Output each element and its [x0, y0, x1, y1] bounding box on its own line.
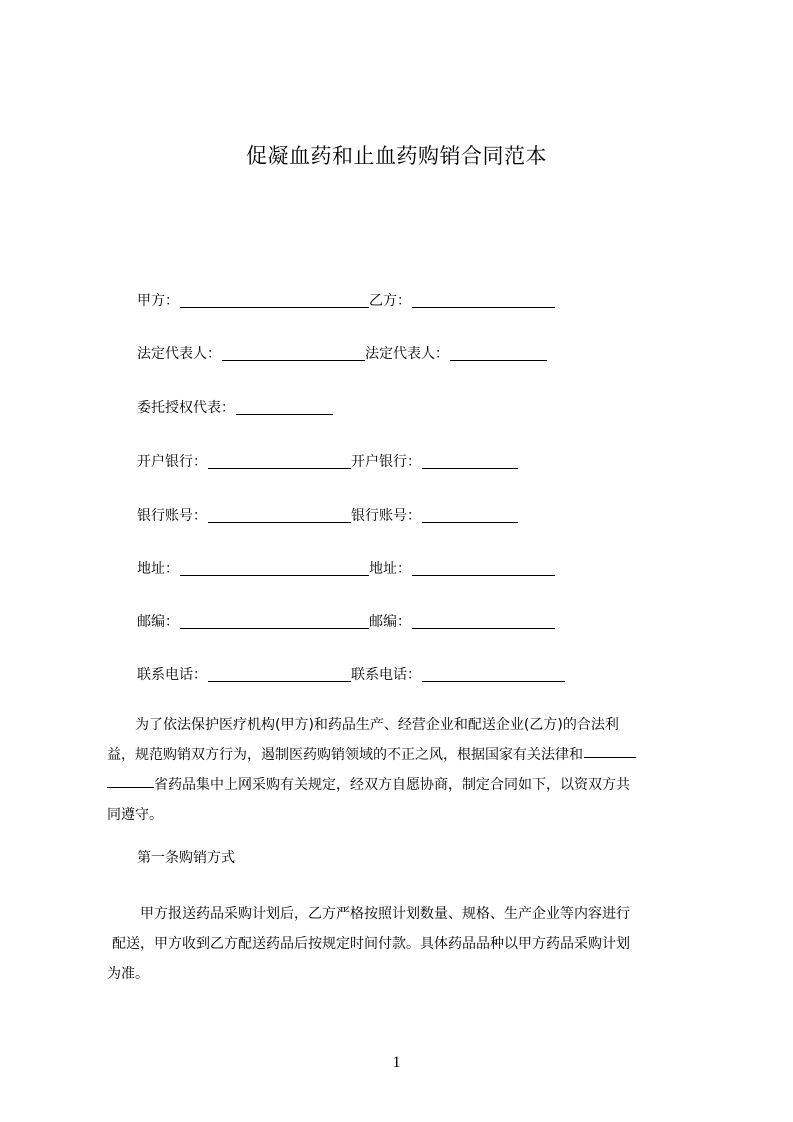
- authorized-rep-field: [236, 397, 333, 415]
- article-1-heading: 第一条购销方式: [137, 850, 235, 866]
- bank-a-field: [208, 451, 351, 469]
- preamble-line-3-text: 省药品集中上网采购有关规定，经双方自愿协商，制定合同如下，以资双方共: [154, 777, 630, 793]
- party-row: [137, 290, 555, 312]
- preamble-line: [107, 710, 701, 740]
- article-1-paragraph: [107, 899, 701, 989]
- bank-a-label: 开户银行：: [137, 454, 207, 470]
- bank-b-label: 开户银行：: [351, 454, 421, 470]
- article-1-line: [107, 959, 701, 989]
- account-b-field: [422, 505, 518, 523]
- postcode-a-field: [180, 611, 369, 629]
- legal-rep-b-label: 法定代表人：: [365, 346, 449, 362]
- article-1-line-1-text: 甲方报送药品采购计划后，乙方严格按照计划数量、规格、生产企业等内容进行: [140, 906, 630, 922]
- preamble-line-1-text: 为了依法保护医疗机构(甲方)和药品生产、经营企业和配送企业(乙方)的合法利: [135, 717, 619, 733]
- article-1-line: [107, 929, 701, 959]
- phone-a-field: [208, 664, 351, 682]
- address-a-field: [180, 558, 369, 576]
- legal-rep-row: [137, 343, 547, 365]
- authorized-rep-row: [137, 397, 333, 419]
- postcode-b-field: [412, 611, 555, 629]
- preamble-line-4-text: 同遵守。: [107, 807, 163, 823]
- article-1-line-3-text: 为准。: [107, 966, 149, 982]
- account-a-field: [208, 505, 351, 523]
- postcode-row: [137, 611, 555, 633]
- preamble-line: [107, 800, 701, 830]
- authorized-rep-label: 委托授权代表：: [137, 400, 235, 416]
- address-a-label: 地址：: [137, 561, 179, 577]
- phone-b-label: 联系电话：: [351, 667, 421, 683]
- account-b-label: 银行账号：: [351, 508, 421, 524]
- postcode-a-label: 邮编：: [137, 614, 179, 630]
- party-a-field: [180, 290, 369, 308]
- address-row: [137, 558, 555, 580]
- account-row: [137, 505, 518, 527]
- phone-row: [137, 664, 565, 686]
- legal-rep-b-field: [450, 343, 547, 361]
- preamble-paragraph: [107, 710, 701, 830]
- bank-row: [137, 451, 518, 473]
- phone-b-field: [422, 664, 565, 682]
- address-b-field: [412, 558, 555, 576]
- preamble-line: [107, 770, 701, 800]
- party-b-field: [412, 290, 555, 308]
- bank-b-field: [422, 451, 518, 469]
- account-a-label: 银行账号：: [137, 508, 207, 524]
- postcode-b-label: 邮编：: [369, 614, 411, 630]
- province-blank-start: [584, 740, 636, 758]
- page-number: 1: [392, 1054, 401, 1071]
- document-title: 促凝血药和止血药购销合同范本: [246, 144, 547, 168]
- article-1-line-2-text: 配送，甲方收到乙方配送药品后按规定时间付款。具体药品品种以甲方药品采购计划: [112, 936, 630, 952]
- province-blank-end: [107, 770, 154, 788]
- party-b-label: 乙方：: [369, 293, 411, 309]
- phone-a-label: 联系电话：: [137, 667, 207, 683]
- preamble-line-2-text: 益，规范购销双方行为，遏制医药购销领域的不正之风，根据国家有关法律和: [107, 747, 583, 763]
- preamble-line: [107, 740, 701, 770]
- article-1-line: [107, 899, 701, 929]
- legal-rep-a-label: 法定代表人：: [137, 346, 221, 362]
- party-a-label: 甲方：: [137, 293, 179, 309]
- address-b-label: 地址：: [369, 561, 411, 577]
- legal-rep-a-field: [222, 343, 365, 361]
